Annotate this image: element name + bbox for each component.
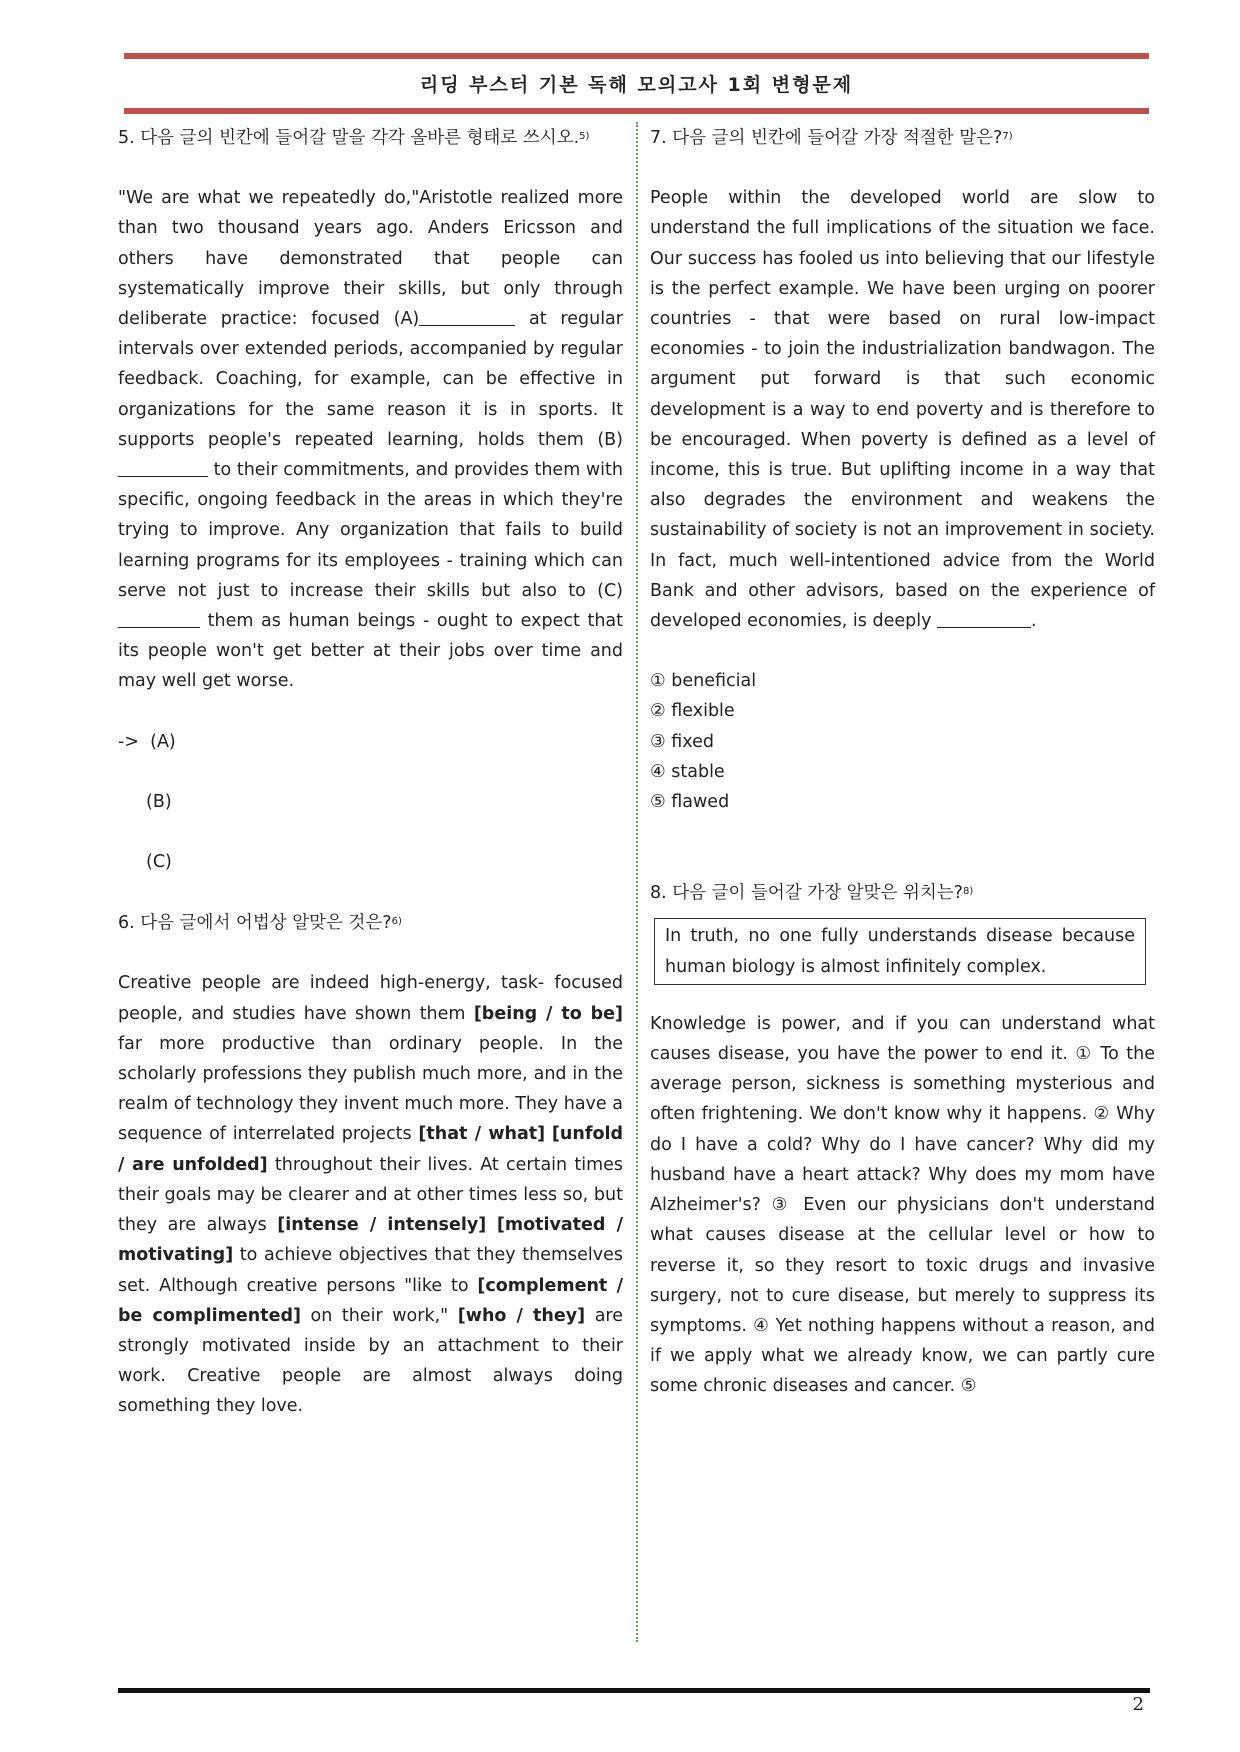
- column-divider: [636, 122, 638, 1642]
- answer-b-line: (B): [146, 791, 172, 812]
- question-7-passage: People within the developed world are slow to understand the full implications of the situation we face. Our success has fooled us into believing that our lifestyle is the perfect example. We have been urging on poorer countries - that were based on rural low-impact economies - to join the industrialization bandwagon. The argument put forward is that such economic development is a way to end poverty and is therefore to be encouraged. When poverty is defined as a level of income, this is true. But uplifting income in a way that also degrades the environment and weakens the sustainability of society is not an improvement in society. In fact, much well-intentioned advice from the World Bank and other advisors, based on the experience of developed economies, is deeply .: [650, 188, 1155, 632]
- choice-4[interactable]: ④ stable: [650, 761, 725, 782]
- blank-7: [937, 609, 1031, 628]
- choice-3[interactable]: ③ fixed: [650, 731, 714, 752]
- question-8-prompt: 8. 다음 글이 들어갈 가장 알맞은 위치는?$^{8)}$: [650, 883, 974, 904]
- question-8: [650, 877, 1155, 1401]
- question-7: [650, 122, 1155, 817]
- question-8-passage: Knowledge is power, and if you can understand what causes disease, you have the power to end it. ① To the average person, sickness is something mysterious and often frightening. We don't know why it happens. ② Why do I have a cold? Why do I have cancer? Why did my husband have a heart attack? Why does my mom have Alzheimer's? ③ Even our physicians don't understand what causes disease at the cellular level or how to reverse it, so they resort to toxic drugs and invasive surgery, not to cure disease, but merely to suppress its symptoms. ④ Yet nothing happens without a reason, and if we apply what we already know, we can partly cure some chronic diseases and cancer. ⑤: [650, 1013, 1155, 1397]
- question-7-prompt: 7. 다음 글의 빈칸에 들어갈 가장 적절한 말은?$^{7)}$: [650, 128, 1013, 148]
- header-bottom-rule: [124, 108, 1149, 114]
- question-5-prompt: 5. 다음 글의 빈칸에 들어갈 말을 각각 올바른 형태로 쓰시오.$^{5)}$: [118, 128, 590, 148]
- question-6-passage: Creative people are indeed high-energy, task- focused people, and studies have shown them [being / to be] far more productive than ordinary people. In the scholarly professions they publish much more, and in the realm of technology they invent much more. They have a sequence of interrelated projects [that / what] [unfold / are unfolded] throughout their lives. At certain times their goals may be clearer and at other times less so, but they are always [intense / intensely] [motivated / motivating] to achieve objectives that they themselves set. Although creative persons "like to [complement / be complimented] on their work," [who / they] are strongly motivated inside by an attachment to their work. Creative people are almost always doing something they love.: [118, 973, 624, 1417]
- right-column: [650, 122, 1155, 1402]
- left-column: [118, 122, 623, 1422]
- question-7-choices: [650, 666, 1155, 817]
- choice-1[interactable]: ① beneficial: [650, 671, 757, 692]
- blank-c: [118, 609, 200, 628]
- header-top-rule: [124, 53, 1149, 59]
- page-title: 리딩 부스터 기본 독해 모의고사 1회 변형문제: [419, 74, 854, 96]
- question-6: [118, 907, 623, 1421]
- choice-5[interactable]: ⑤ flawed: [650, 792, 730, 813]
- question-6-prompt: 6. 다음 글에서 어법상 알맞은 것은?$^{6)}$: [118, 913, 402, 934]
- page-number: 2: [1132, 1694, 1144, 1715]
- question-5: [118, 122, 623, 877]
- answer-c-line: (C): [146, 852, 172, 873]
- footer-rule: [118, 1688, 1150, 1693]
- choice-2[interactable]: ② flexible: [650, 701, 735, 722]
- answer-a-line: -> (A): [118, 731, 176, 752]
- question-5-passage: "We are what we repeatedly do,"Aristotle realized more than two thousand years ago. Anders Ericsson and others have demonstrated that people can systematically improve their skills, but only through deliberate practice: focused (A) at regular intervals over extended periods, accompanied by regular feedback. Coaching, for example, can be effective in organizations for the same reason it is in sports. It supports people's repeated learning, holds them (B) to their commitments, and provides them with specific, ongoing feedback in the areas in which they're trying to improve. Any organization that fails to build learning programs for its employees - training which can serve not just to increase their skills but also to (C) them as human beings - ought to expect that its people won't get better at their jobs over time and may well get worse.: [118, 188, 623, 692]
- blank-a: [419, 307, 515, 326]
- question-8-insert-box: In truth, no one fully understands disease because human biology is almost infinitely complex.: [654, 918, 1146, 984]
- blank-b: [118, 458, 208, 477]
